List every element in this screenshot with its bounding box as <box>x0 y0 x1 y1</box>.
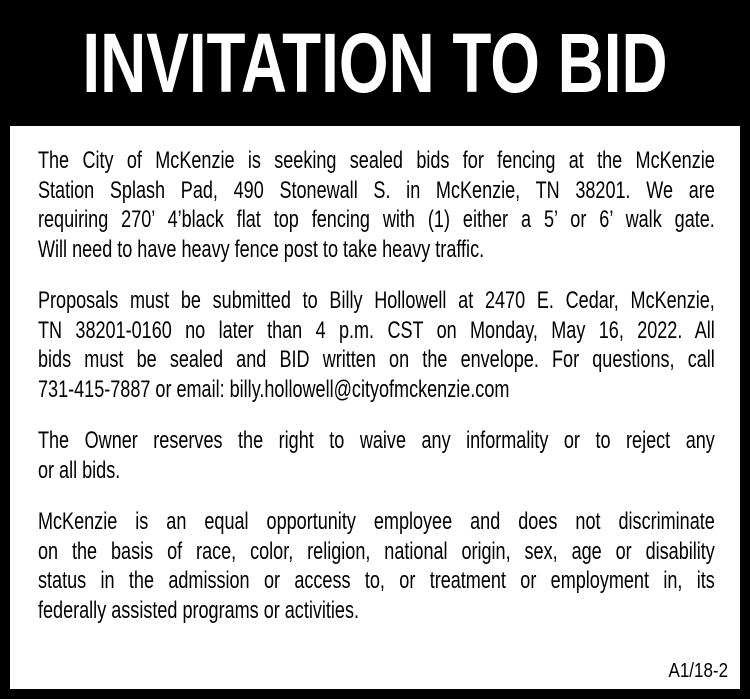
paragraph-proposal-submission <box>38 286 715 404</box>
paragraph-line: bids must be sealed and BID written on the envelope. For questions, call <box>38 346 715 373</box>
paragraph-line: Station Splash Pad, 490 Stonewall S. in McKenzie, TN 38201. We are <box>38 176 715 204</box>
ad-title: INVITATION TO BID <box>82 16 668 110</box>
paragraph-line: or all bids. <box>38 456 121 484</box>
paragraph-line: The Owner reserves the right to waive any informality or to reject any <box>38 427 715 454</box>
paragraph-line: Proposals must be submitted to Billy Hollowell at 2470 E. Cedar, McKenzie, <box>38 287 715 314</box>
paragraph-line: Will need to have heavy fence post to take heavy traffic. <box>38 235 485 263</box>
paragraph-line: status in the admission or access to, or treatment or employment in, its <box>38 567 715 594</box>
paragraph-line: federally assisted programs or activities. <box>38 596 359 624</box>
paragraph-line: TN 38201-0160 no later than 4 p.m. CST on Monday, May 16, 2022. All <box>38 316 715 344</box>
paragraph-equal-opportunity <box>38 507 715 625</box>
ad-header <box>0 0 750 126</box>
paragraph-line: McKenzie is an equal opportunity employee and does not discriminate <box>38 508 715 535</box>
paragraph-line: requiring 270’ 4’black flat top fencing with (1) either a 5’ or 6’ walk gate. <box>38 206 715 233</box>
paragraph-bid-request <box>38 146 715 264</box>
paragraph-line: on the basis of race, color, religion, national origin, sex, age or disability <box>38 537 715 565</box>
paragraph-owner-rights <box>38 426 715 485</box>
ad-code: A1/18-2 <box>668 660 728 682</box>
ad-body <box>10 126 740 689</box>
paragraph-line: 731-415-7887 or email: billy.hollowell@cityofmckenzie.com <box>38 375 510 403</box>
paragraph-line: The City of McKenzie is seeking sealed bids for fencing at the McKenzie <box>38 147 715 174</box>
